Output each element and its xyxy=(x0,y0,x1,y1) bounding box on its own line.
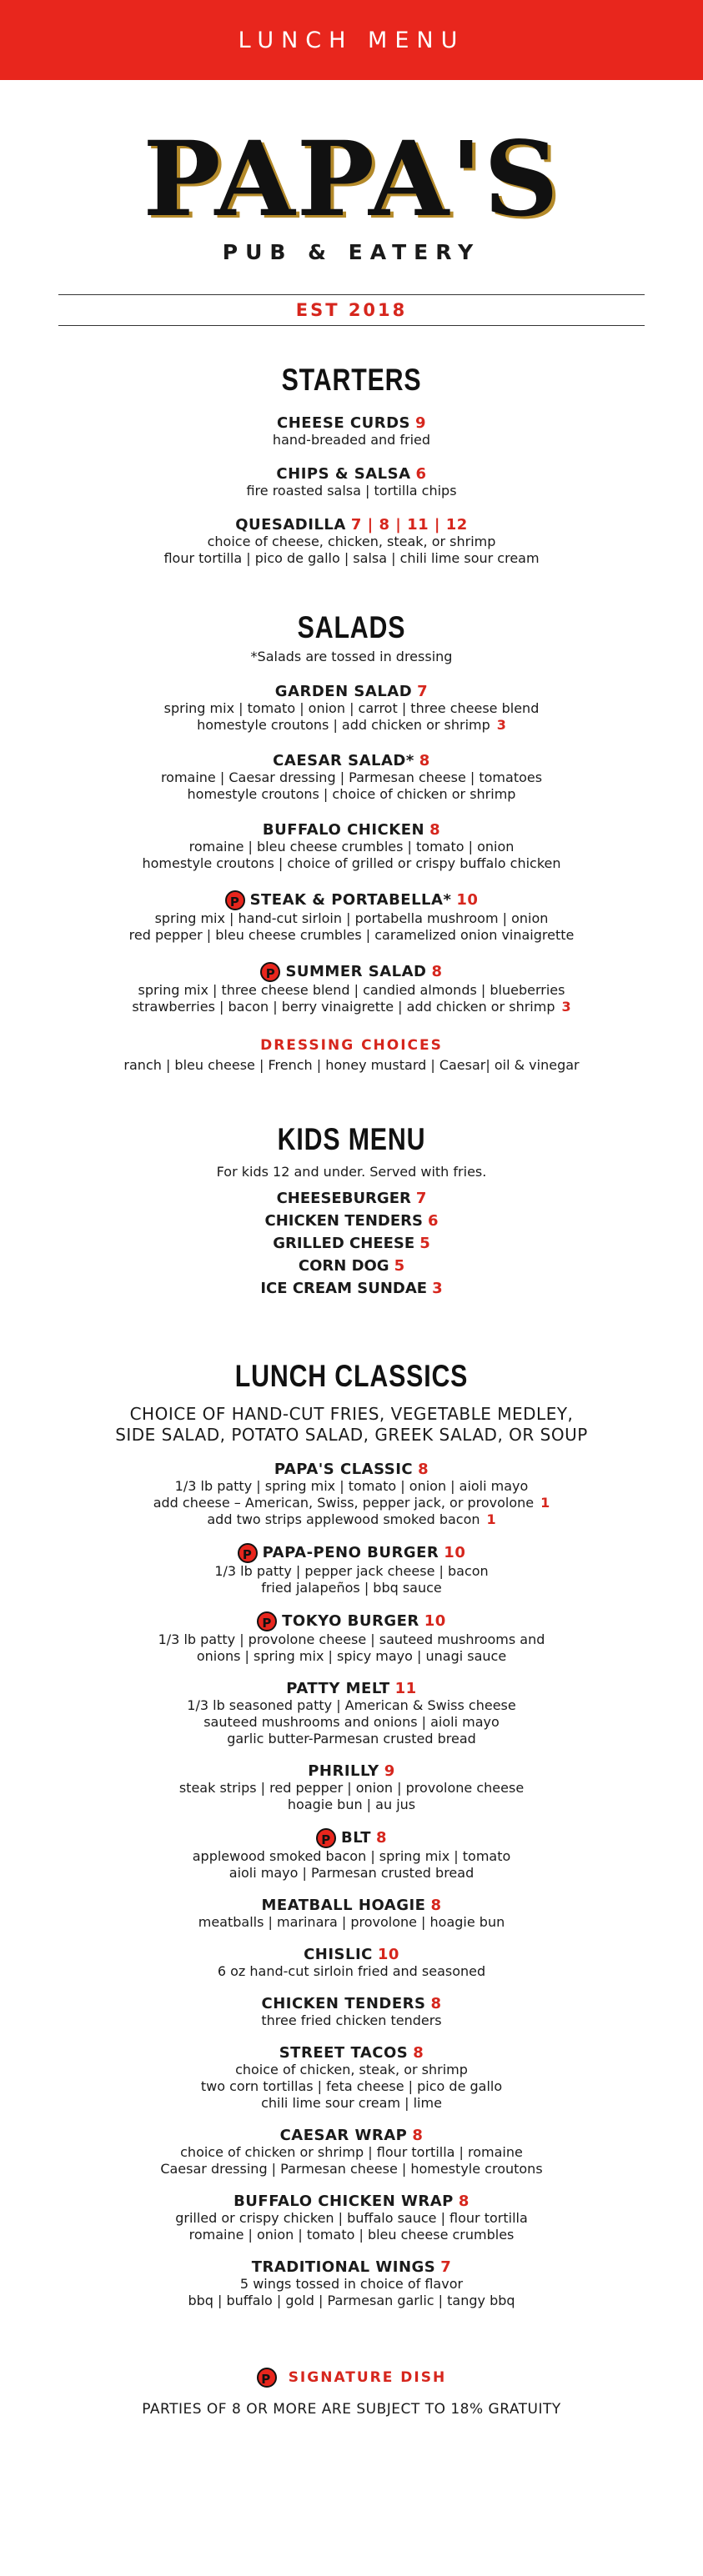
item-description xyxy=(0,534,703,550)
item-name: TRADITIONAL WINGS xyxy=(251,2258,436,2276)
item-description xyxy=(0,910,703,927)
est-label: EST 2018 xyxy=(295,300,408,320)
item-header xyxy=(0,1946,703,1963)
item-header xyxy=(0,2044,703,2062)
item-description-text: grilled or crispy chicken | buffalo sauce | flour tortilla xyxy=(175,2210,528,2226)
item-description-text: onions | spring mix | spicy mayo | unagi sauce xyxy=(196,1648,507,1664)
item-description xyxy=(0,1714,703,1731)
item-description xyxy=(0,2227,703,2243)
item-description xyxy=(0,769,703,786)
item-name: GARDEN SALAD xyxy=(274,683,413,700)
signature-dish-icon: P xyxy=(257,1611,277,1631)
item-price: 7 | 8 | 11 | 12 xyxy=(350,516,468,534)
item-description xyxy=(0,1495,703,1511)
item-price: 9 xyxy=(384,1762,395,1780)
item-price: 7 xyxy=(415,1190,427,1207)
sides-choice xyxy=(0,1404,703,1446)
item-name: SUMMER SALAD xyxy=(285,963,427,980)
item-description xyxy=(0,2210,703,2227)
item-price: 10 xyxy=(424,1612,446,1630)
salads-section xyxy=(0,610,703,1074)
menu-item xyxy=(0,1995,703,2029)
item-description-text: homestyle croutons | choice of chicken or shrimp xyxy=(187,786,516,802)
item-price: 10 xyxy=(377,1946,399,1963)
item-description-text: hoagie bun | au jus xyxy=(287,1797,416,1812)
item-name: CHEESE CURDS xyxy=(276,414,410,432)
item-description-text: homestyle croutons | add chicken or shrimp xyxy=(197,717,490,733)
item-description-text: 1/3 lb patty | provolone cheese | sauteed mushrooms and xyxy=(158,1631,545,1647)
item-description-text: 1/3 lb seasoned patty | American & Swiss cheese xyxy=(187,1697,516,1713)
menu-item xyxy=(0,2127,703,2178)
menu-item xyxy=(0,516,703,567)
item-name: CHISLIC xyxy=(304,1946,373,1963)
item-header xyxy=(0,1461,703,1478)
item-description-text: 1/3 lb patty | pepper jack cheese | bacon xyxy=(214,1563,489,1579)
item-description-text: choice of cheese, chicken, steak, or shrimp xyxy=(207,534,496,549)
item-header xyxy=(0,890,703,910)
signature-dish-icon: P xyxy=(257,2368,277,2388)
menu-item xyxy=(0,1611,703,1665)
item-name: STEAK & PORTABELLA* xyxy=(249,891,452,909)
item-description-text: spring mix | three cheese blend | candied almonds | blueberries xyxy=(138,982,565,998)
menu-item xyxy=(0,752,703,803)
item-header xyxy=(0,2258,703,2276)
item-name: CAESAR WRAP xyxy=(279,2127,408,2144)
item-name: CHIPS & SALSA xyxy=(276,465,411,483)
gratuity-note: PARTIES OF 8 OR MORE ARE SUBJECT TO 18% GRATUITY xyxy=(142,2401,561,2418)
menu-item xyxy=(0,1897,703,1931)
item-description xyxy=(0,1848,703,1865)
menu-item xyxy=(0,465,703,499)
section-note: *Salads are tossed in dressing xyxy=(250,649,453,664)
menu-item xyxy=(0,821,703,872)
item-name: STREET TACOS xyxy=(279,2044,409,2062)
item-description xyxy=(0,2293,703,2309)
item-description xyxy=(0,1865,703,1882)
item-name: CHICKEN TENDERS xyxy=(261,1995,426,2012)
item-description-text: two corn tortillas | feta cheese | pico de gallo xyxy=(200,2078,503,2094)
item-description xyxy=(0,1797,703,1813)
item-description xyxy=(0,2078,703,2095)
menu-item xyxy=(0,683,703,734)
item-description xyxy=(0,2095,703,2112)
item-header xyxy=(0,1897,703,1914)
kids-item xyxy=(0,1190,703,1207)
item-description xyxy=(0,1780,703,1797)
item-name: ICE CREAM SUNDAE xyxy=(260,1280,428,1297)
kids-item xyxy=(0,1235,703,1252)
item-description-text: romaine | bleu cheese crumbles | tomato | onion xyxy=(188,839,515,854)
menu-item xyxy=(0,1543,703,1596)
logo-subtitle: PUB & EATERY xyxy=(222,240,481,264)
item-description-text: red pepper | bleu cheese crumbles | caramelized onion vinaigrette xyxy=(128,927,575,943)
logo-wordmark: PAPA'S xyxy=(143,119,560,240)
item-price: 11 xyxy=(394,1680,417,1697)
signature-legend-label: SIGNATURE DISH xyxy=(288,2369,447,2386)
item-name: GRILLED CHEESE xyxy=(273,1235,415,1252)
item-description xyxy=(0,1648,703,1665)
item-description-text: 5 wings tossed in choice of flavor xyxy=(239,2276,464,2292)
item-header xyxy=(0,1828,703,1848)
item-description xyxy=(0,839,703,855)
item-name: PATTY MELT xyxy=(286,1680,390,1697)
item-name: MEATBALL HOAGIE xyxy=(261,1897,426,1914)
item-name: CHICKEN TENDERS xyxy=(264,1212,423,1230)
item-price: 9 xyxy=(414,414,426,432)
section-title: SALADS xyxy=(297,610,406,644)
item-price: 10 xyxy=(444,1544,466,1561)
item-description xyxy=(0,700,703,717)
menu-item xyxy=(0,414,703,449)
item-description-text: spring mix | hand-cut sirloin | portabella mushroom | onion xyxy=(154,910,549,926)
item-description xyxy=(0,1478,703,1495)
section-title: LUNCH CLASSICS xyxy=(234,1359,469,1393)
menu-item xyxy=(0,1680,703,1747)
item-description-text: meatballs | marinara | provolone | hoagie bun xyxy=(198,1914,505,1930)
item-description xyxy=(0,2161,703,2178)
kids-section xyxy=(0,1122,703,1297)
item-price: 8 xyxy=(430,1995,442,2012)
kids-item xyxy=(0,1212,703,1230)
item-price: 8 xyxy=(430,1897,442,1914)
item-name: BUFFALO CHICKEN WRAP xyxy=(233,2193,454,2210)
item-price: 8 xyxy=(412,2127,424,2144)
item-header xyxy=(0,962,703,982)
section-title: KIDS MENU xyxy=(277,1122,426,1156)
item-header xyxy=(0,821,703,839)
item-header xyxy=(0,2127,703,2144)
item-name: CAESAR SALAD* xyxy=(273,752,414,769)
item-description xyxy=(0,1511,703,1528)
item-description xyxy=(0,550,703,567)
menu-item xyxy=(0,1461,703,1528)
item-description xyxy=(0,1580,703,1596)
item-description xyxy=(0,2062,703,2078)
item-description-text: chili lime sour cream | lime xyxy=(261,2095,442,2111)
item-header xyxy=(0,465,703,483)
item-description-text: homestyle croutons | choice of grilled or crispy buffalo chicken xyxy=(142,855,561,871)
item-description xyxy=(0,1563,703,1580)
item-name: QUESADILLA xyxy=(235,516,346,534)
section-note: For kids 12 and under. Served with fries. xyxy=(216,1164,487,1180)
item-price: 8 xyxy=(419,752,430,769)
item-description-text: 6 oz hand-cut sirloin fried and seasoned xyxy=(217,1963,486,1979)
item-description-text: bbq | buffalo | gold | Parmesan garlic | tangy bbq xyxy=(188,2293,515,2308)
item-name: BUFFALO CHICKEN xyxy=(262,821,425,839)
item-description xyxy=(0,1631,703,1648)
item-price: 7 xyxy=(417,683,429,700)
item-description xyxy=(0,786,703,803)
item-description-text: fried jalapeños | bbq sauce xyxy=(261,1580,442,1596)
item-description-text: sauteed mushrooms and onions | aioli mayo xyxy=(203,1714,500,1730)
item-description-text: spring mix | tomato | onion | carrot | three cheese blend xyxy=(163,700,540,716)
item-description-text: flour tortilla | pico de gallo | salsa | chili lime sour cream xyxy=(163,550,540,566)
item-description xyxy=(0,2012,703,2029)
item-description-text: choice of chicken, steak, or shrimp xyxy=(235,2062,468,2077)
item-header xyxy=(0,1762,703,1780)
item-description xyxy=(0,1697,703,1714)
sides-choice-line: CHOICE OF HAND-CUT FRIES, VEGETABLE MEDLEY, xyxy=(129,1404,574,1424)
item-description-text: garlic butter-Parmesan crusted bread xyxy=(227,1731,476,1747)
item-description-text: strawberries | bacon | berry vinaigrette | add chicken or shrimp xyxy=(132,999,555,1015)
item-description-text: aioli mayo | Parmesan crusted bread xyxy=(228,1865,475,1881)
signature-dish-icon: P xyxy=(238,1543,258,1563)
item-description-text: 1/3 lb patty | spring mix | tomato | onion | aioli mayo xyxy=(174,1478,529,1494)
menu-title: LUNCH MENU xyxy=(238,27,465,53)
item-header xyxy=(0,1995,703,2012)
item-description-text: steak strips | red pepper | onion | provolone cheese xyxy=(178,1780,525,1796)
item-description xyxy=(0,927,703,944)
add-on-price: 3 xyxy=(496,717,506,733)
item-description-text: romaine | onion | tomato | bleu cheese crumbles xyxy=(188,2227,515,2243)
item-name: TOKYO BURGER xyxy=(282,1612,419,1630)
item-description-text: fire roasted salsa | tortilla chips xyxy=(246,483,457,499)
item-name: CORN DOG xyxy=(298,1257,389,1275)
item-description-text: three fried chicken tenders xyxy=(261,2012,442,2028)
item-price: 8 xyxy=(431,963,443,980)
add-on-price: 1 xyxy=(540,1495,550,1511)
item-name: PAPA'S CLASSIC xyxy=(274,1461,414,1478)
menu-item xyxy=(0,2258,703,2309)
item-name: BLT xyxy=(340,1829,371,1847)
item-price: 8 xyxy=(429,821,441,839)
signature-legend xyxy=(0,2368,703,2388)
add-on-price: 1 xyxy=(486,1511,496,1527)
item-price: 3 xyxy=(432,1280,443,1297)
item-price: 7 xyxy=(440,2258,452,2276)
item-description-text: hand-breaded and fried xyxy=(272,432,431,448)
header-bar xyxy=(0,0,703,80)
item-header xyxy=(0,1611,703,1631)
item-price: 6 xyxy=(415,465,427,483)
item-description-text: Caesar dressing | Parmesan cheese | homestyle croutons xyxy=(160,2161,543,2177)
add-on-price: 3 xyxy=(561,999,571,1015)
starters-section xyxy=(0,363,703,567)
section-title: STARTERS xyxy=(281,363,422,397)
menu-item xyxy=(0,1946,703,1980)
menu-item xyxy=(0,1828,703,1882)
kids-item xyxy=(0,1257,703,1275)
item-description xyxy=(0,855,703,872)
item-description-text: add two strips applewood smoked bacon xyxy=(207,1511,480,1527)
item-header xyxy=(0,683,703,700)
item-description xyxy=(0,982,703,999)
menu-item xyxy=(0,2044,703,2112)
menu-item xyxy=(0,962,703,1015)
item-description xyxy=(0,2144,703,2161)
kids-item xyxy=(0,1280,703,1297)
item-name: PAPA-PENO BURGER xyxy=(262,1544,439,1561)
item-description xyxy=(0,432,703,449)
logo xyxy=(0,119,703,264)
menu-item xyxy=(0,1762,703,1813)
item-header xyxy=(0,1543,703,1563)
item-description xyxy=(0,1963,703,1980)
item-description xyxy=(0,483,703,499)
classics-section xyxy=(0,1359,703,2309)
item-price: 8 xyxy=(458,2193,470,2210)
item-price: 10 xyxy=(456,891,479,909)
item-description xyxy=(0,2276,703,2293)
item-description xyxy=(0,1731,703,1747)
item-price: 8 xyxy=(413,2044,424,2062)
item-price: 5 xyxy=(394,1257,405,1275)
item-price: 8 xyxy=(375,1829,388,1847)
item-header xyxy=(0,2193,703,2210)
menu-item xyxy=(0,890,703,944)
item-price: 6 xyxy=(427,1212,439,1230)
item-price: 5 xyxy=(419,1235,430,1252)
item-description-text: choice of chicken or shrimp | flour tortilla | romaine xyxy=(180,2144,523,2160)
menu-item xyxy=(0,2193,703,2243)
item-header xyxy=(0,516,703,534)
signature-dish-icon: P xyxy=(316,1828,336,1848)
dressing-title: DRESSING CHOICES xyxy=(260,1037,443,1054)
item-price: 8 xyxy=(418,1461,429,1478)
item-header xyxy=(0,1680,703,1697)
item-name: CHEESEBURGER xyxy=(276,1190,411,1207)
item-description-text: applewood smoked bacon | spring mix | tomato xyxy=(192,1848,511,1864)
item-description-text: add cheese – American, Swiss, pepper jack, or provolone xyxy=(153,1495,535,1511)
item-description xyxy=(0,717,703,734)
est-band xyxy=(58,294,645,326)
signature-dish-icon: P xyxy=(260,962,280,982)
dressing-list: ranch | bleu cheese | French | honey mustard | Caesar| oil & vinegar xyxy=(123,1057,580,1073)
signature-dish-icon: P xyxy=(225,890,245,910)
item-description xyxy=(0,1914,703,1931)
item-description-text: romaine | Caesar dressing | Parmesan cheese | tomatoes xyxy=(160,769,543,785)
item-name: PHRILLY xyxy=(308,1762,379,1780)
item-header xyxy=(0,752,703,769)
item-description xyxy=(0,999,703,1015)
item-header xyxy=(0,414,703,432)
sides-choice-line: SIDE SALAD, POTATO SALAD, GREEK SALAD, OR SOUP xyxy=(115,1425,588,1445)
